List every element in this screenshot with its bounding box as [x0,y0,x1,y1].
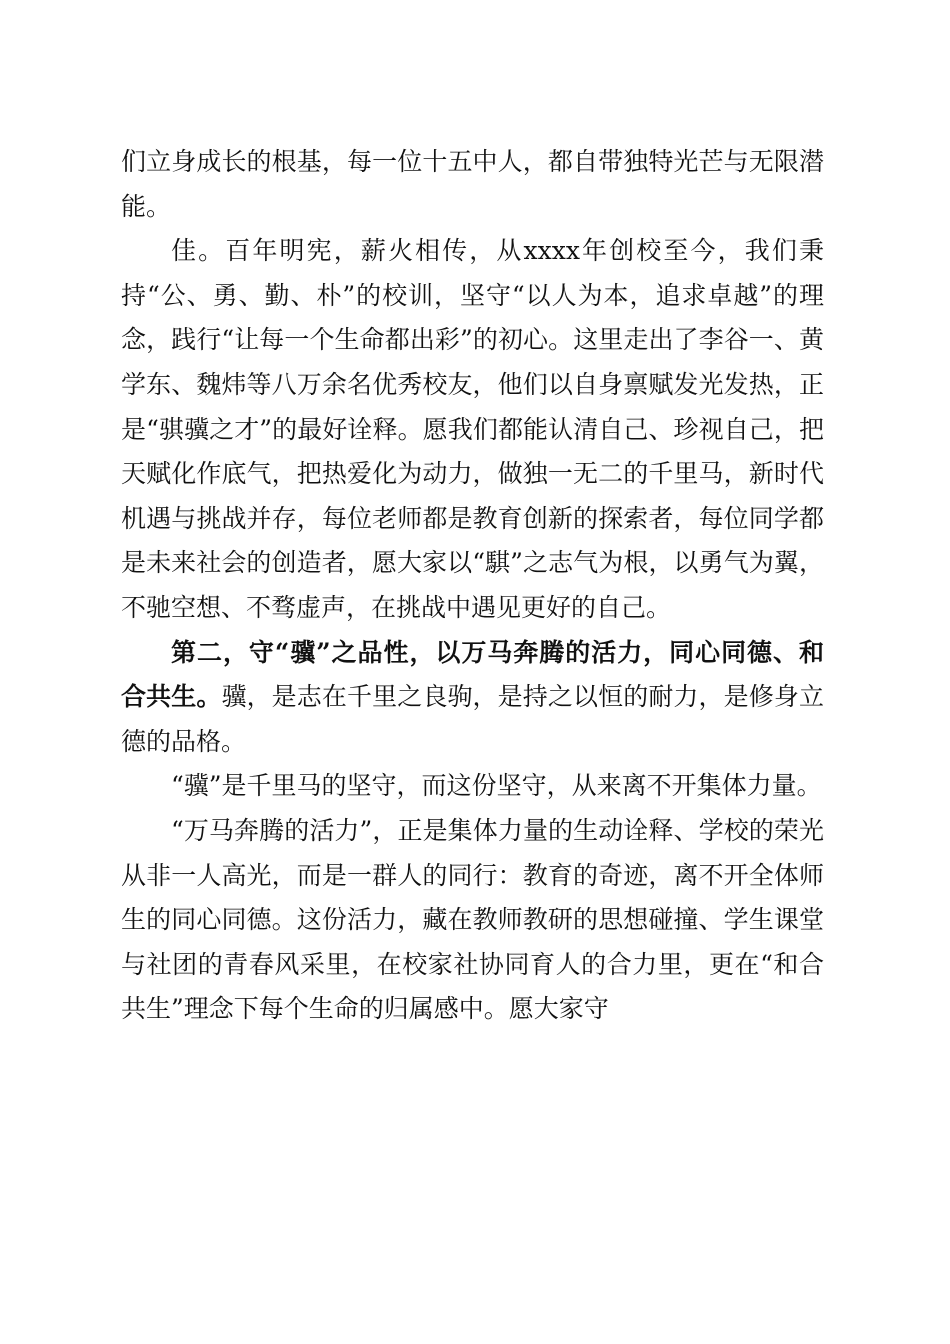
paragraph-2-text: 佳。百年明宪，薪火相传，从xxxx年创校至今，我们秉持“公、勇、勤、朴”的校训，坚守“以人为本，追求卓越”的理念，践行“让每一个生命都出彩”的初心。这里走出了李谷一、黄学东、魏炜等八万余名优秀校友，他们以自身禀赋发光发热，正是“骐骥之才”的最好诠释。愿我们都能认清自己、珍视自己，把天赋化作底气，把热爱化为动力，做独一无二的千里马，新时代机遇与挑战并存，每位老师都是教育创新的探索者，每位同学都是未来社会的创造者，愿大家以“騏”之志气为根，以勇气为翼，不驰空想、不骛虚声，在挑战中遇见更好的自己。 [121,236,824,622]
paragraph-3 [121,631,824,765]
paragraph-1 [121,140,824,229]
paragraph-4 [121,764,824,809]
document-body [121,140,824,1032]
paragraph-3-text: 骥，是志在千里之良驹，是持之以恒的耐力，是修身立德的品格。 [121,682,824,756]
paragraph-2 [121,229,824,630]
paragraph-4-text: “骥”是千里马的坚守，而这份坚守，从来离不开集体力量。 [171,771,822,801]
paragraph-3-heading: 第二，守“骥”之品性，以万马奔腾的活力，同心同德、和合共生。 [121,637,824,712]
paragraph-5-text: “万马奔腾的活力”，正是集体力量的生动诠释、学校的荣光从非一人高光，而是一群人的同行：教育的奇迹，离不开全体师生的同心同德。这份活力，藏在教师教研的思想碰撞、学生课堂与社团的青春风采里，在校家社协同育人的合力里，更在“和合共生”理念下每个生命的归属感中。愿大家守 [121,815,824,1024]
paragraph-1-text: 们立身成长的根基，每一位十五中人，都自带独特光芒与无限潜能。 [121,147,824,221]
paragraph-5 [121,809,824,1032]
